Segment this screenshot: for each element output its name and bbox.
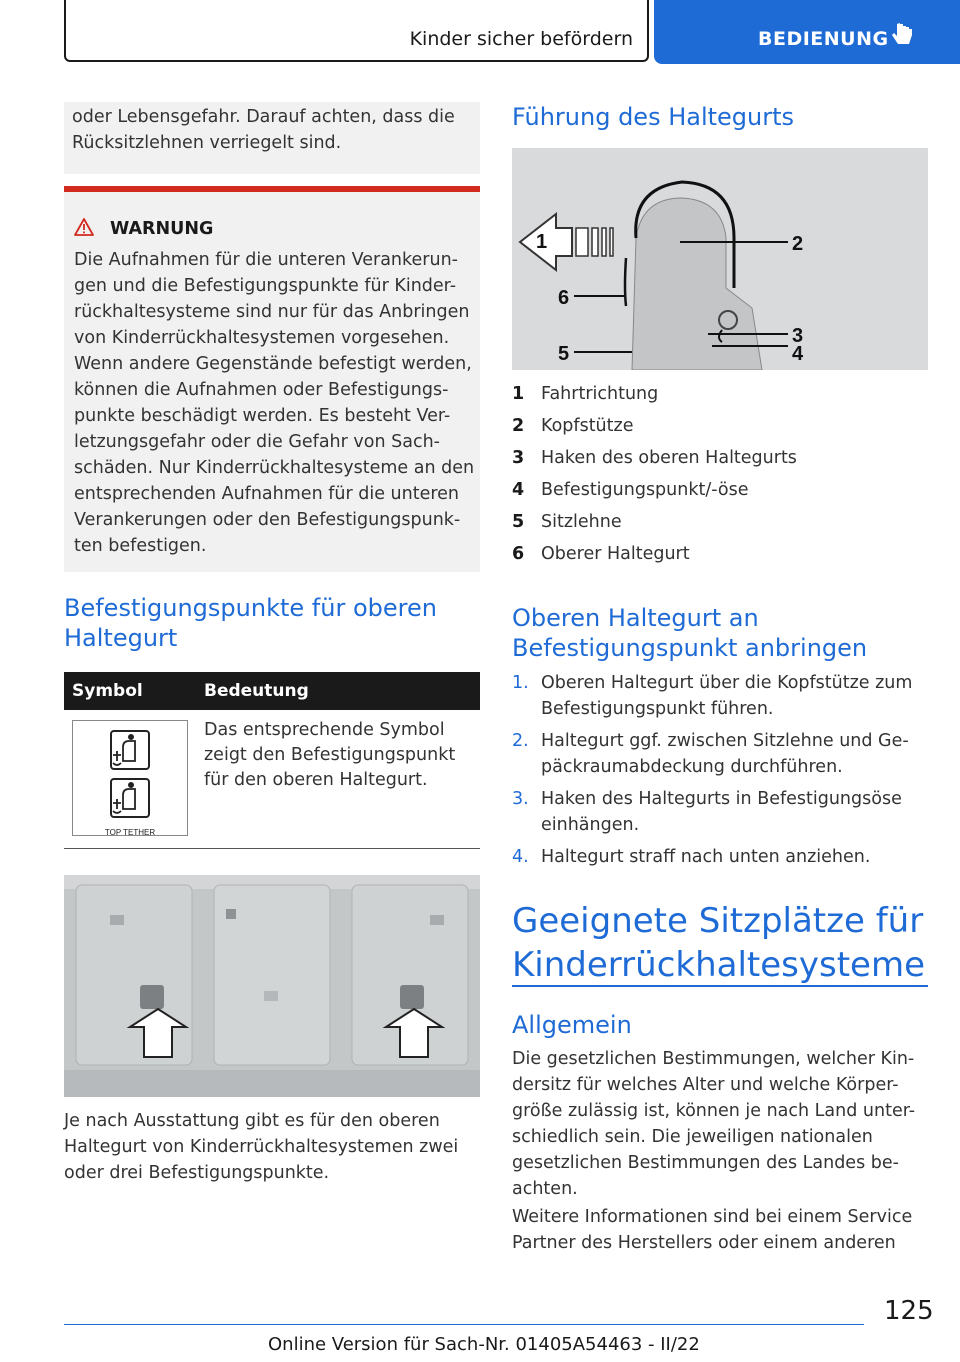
table-cell-meaning: Das entsprechende Symbol zeigt den Befestigungspunkt für den oberen Haltegurt. [204,720,456,790]
diagram-label: 6 [558,287,570,309]
hand-pointer-icon [890,22,914,55]
header-chapter-box [64,0,649,62]
legend-item: 3 Haken des oberen Haltegurts [512,448,797,468]
diagram-label: 3 [792,325,804,347]
child-seat-anchor-icon [73,721,187,835]
section-title-line1: Befestigungspunkte für oberen [64,594,437,622]
table-header-meaning: Bedeutung [196,672,480,710]
section-tab[interactable] [654,0,960,64]
note-text: oder Lebensgefahr. Darauf achten, dass die Rücksitzlehnen verriegelt sind. [72,107,455,153]
chapter-heading-line1: Geeignete Sitzplätze für [512,901,924,941]
heading-rule [512,985,928,987]
trunk-anchor-photo [64,875,480,1097]
legend-item: 6 Oberer Haltegurt [512,544,690,564]
attach-title-line1: Oberen Haltegurt an [512,604,759,632]
top-tether-symbol-frame [72,720,188,836]
chapter-heading [512,899,942,987]
section-title-anchor-points [64,593,480,653]
footer-rule [64,1324,864,1325]
online-version-note: Online Version für Sach-Nr. 01405A54463 - II/22 [268,1334,700,1355]
page-number: 125 [884,1296,934,1326]
warning-heading [74,218,213,241]
section-title-line2: Haltegurt [64,624,178,652]
subsection-title: Allgemein [512,1011,632,1039]
table-header-symbol: Symbol [64,672,196,710]
table-row [64,710,480,836]
tether-routing-diagram [512,148,928,370]
legend-item: 4 Befestigungspunkt/-öse [512,480,749,500]
diagram-label: 1 [536,231,548,253]
info-paragraph: Weitere Informationen sind bei einem Service Partner des Herstellers oder einem anderen [512,1207,913,1253]
legend-item: 5 Sitzlehne [512,512,622,532]
photo-caption: Je nach Ausstattung gibt es für den oberen Haltegurt von Kinderrückhaltesystemen zwei oder drei Befestigungspunkte. [64,1111,459,1183]
section-tab-label: BEDIENUNG [758,28,889,50]
general-paragraph: Die gesetzlichen Bestimmungen, welcher Kin-dersitz für welches Alter und welche Körper-größe zulässig ist, können je nach Land unter-schiedlich sein. Die jeweiligen nationalen gesetzlichen Bestimmungen des Landes be-achten. [512,1049,916,1199]
warning-box [64,186,480,572]
symbol-table [64,672,480,836]
table-cell-symbol [64,710,196,836]
continued-note [64,102,480,174]
warning-triangle-icon [74,218,94,241]
diagram-label: 2 [792,233,804,255]
legend-item: 1 Fahrtrichtung [512,384,659,404]
legend-item: 2 Kopfstütze [512,416,634,436]
warning-text: Die Aufnahmen für die unteren Verankerun-gen und die Befestigungspunkte für Kinder-rückhaltesysteme sind nur für das Anbringen von Kinderrückhaltesystemen vorgesehen. Wenn andere Gegenstände befestigt werden, können die Aufnahmen oder Befestigungs-punkte beschädigt werden. Es besteht Ver-letzungsgefahr oder die Gefahr von Sach-schäden. Nur Kinderrückhaltesysteme an den entsprechenden Aufnahmen für die unteren Verankerungen oder den Befestigungspunk-ten befestigen. [74,250,475,556]
section-title-routing: Führung des Haltegurts [512,103,795,131]
step-item: 2. Haltegurt ggf. zwischen Sitzlehne und Ge-päckraumabdeckung durchführen. [512,731,909,777]
warning-label: WARNUNG [110,219,214,239]
diagram-label: 4 [792,343,804,365]
step-item: 1. Oberen Haltegurt über die Kopfstütze zum Befestigungspunkt führen. [512,673,913,719]
step-item: 3. Haken des Haltegurts in Befestigungsöse einhängen. [512,789,902,835]
chapter-heading-line2: Kinderrückhaltesysteme [512,945,925,985]
diagram-label: 5 [558,343,570,365]
top-tether-caption: TOP TETHER [104,828,156,837]
chapter-title: Kinder sicher befördern [409,28,633,50]
step-item: 4. Haltegurt straff nach unten anziehen. [512,847,871,867]
diagram-legend [512,380,928,572]
divider [64,848,480,849]
section-title-attach [512,603,928,663]
attach-title-line2: Befestigungspunkt anbringen [512,634,868,662]
attach-steps [512,670,928,876]
